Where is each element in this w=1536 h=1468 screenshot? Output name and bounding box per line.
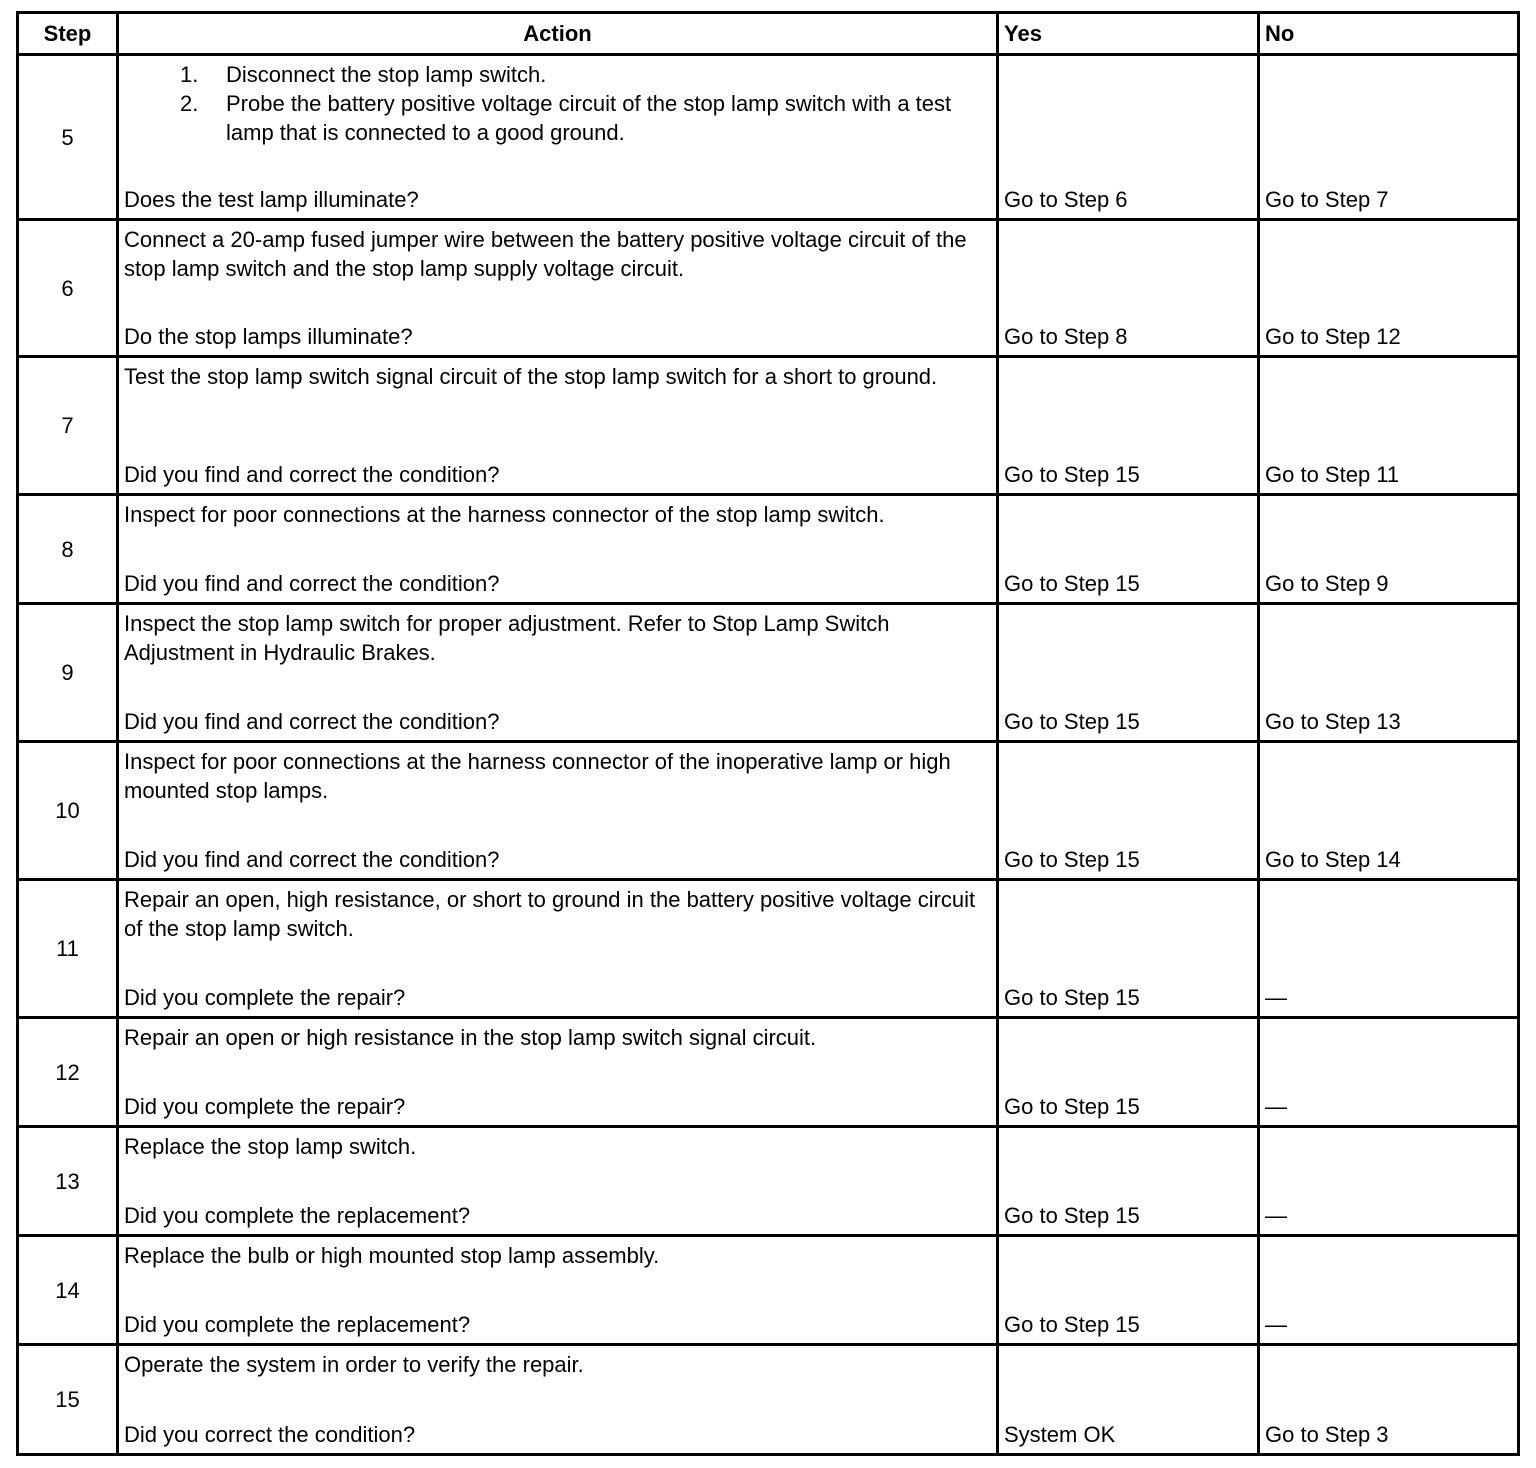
action-instructions <box>124 1132 991 1161</box>
instruction-text: Connect a 20-amp fused jumper wire between the battery positive voltage circuit of the stop lamp switch and the stop lamp supply voltage circuit. <box>124 227 967 281</box>
instruction-number: 1. <box>180 62 199 87</box>
step-number: 15 <box>18 1345 118 1455</box>
step-number: 9 <box>18 604 118 742</box>
table-row <box>18 880 1519 1018</box>
yes-result: Go to Step 15 <box>998 1018 1259 1127</box>
step-number: 10 <box>18 742 118 880</box>
action-question: Did you complete the replacement? <box>124 1312 471 1337</box>
yes-result: Go to Step 15 <box>998 495 1259 604</box>
action-instructions <box>124 60 991 147</box>
instruction-text: Probe the battery positive voltage circuit of the stop lamp switch with a test lamp that is connected to a good ground. <box>226 91 952 145</box>
no-result: Go to Step 11 <box>1259 357 1519 495</box>
action-cell <box>118 1127 998 1236</box>
table-row <box>18 1127 1519 1236</box>
yes-result: Go to Step 15 <box>998 880 1259 1018</box>
step-number: 14 <box>18 1236 118 1345</box>
yes-result: Go to Step 6 <box>998 55 1259 220</box>
table-row <box>18 1236 1519 1345</box>
yes-result: Go to Step 15 <box>998 604 1259 742</box>
table-row <box>18 604 1519 742</box>
no-result: — <box>1259 1018 1519 1127</box>
action-instructions <box>124 1023 991 1052</box>
action-cell <box>118 742 998 880</box>
action-question: Did you correct the condition? <box>124 1422 416 1447</box>
header-no: No <box>1259 13 1519 55</box>
action-instructions <box>124 885 991 943</box>
action-question: Did you complete the repair? <box>124 985 406 1010</box>
action-question: Did you find and correct the condition? <box>124 462 500 487</box>
table-row <box>18 220 1519 357</box>
instruction-text: Replace the bulb or high mounted stop lamp assembly. <box>124 1243 660 1268</box>
action-cell <box>118 495 998 604</box>
table-row <box>18 742 1519 880</box>
action-cell <box>118 880 998 1018</box>
instruction-text: Test the stop lamp switch signal circuit of the stop lamp switch for a short to ground. <box>124 364 938 389</box>
step-number: 12 <box>18 1018 118 1127</box>
action-question: Did you find and correct the condition? <box>124 847 500 872</box>
step-number: 8 <box>18 495 118 604</box>
instruction-text: Repair an open, high resistance, or short to ground in the battery positive voltage circuit of the stop lamp switch. <box>124 887 976 941</box>
no-result: — <box>1259 880 1519 1018</box>
instruction-text: Disconnect the stop lamp switch. <box>226 62 547 87</box>
table-body <box>18 55 1519 1455</box>
yes-result: Go to Step 15 <box>998 1127 1259 1236</box>
instruction-number: 2. <box>180 91 199 116</box>
action-instructions <box>124 225 991 283</box>
instruction-list-item <box>170 89 991 147</box>
action-instructions <box>124 1241 991 1270</box>
header-yes: Yes <box>998 13 1259 55</box>
action-question: Does the test lamp illuminate? <box>124 187 419 212</box>
yes-result: Go to Step 15 <box>998 1236 1259 1345</box>
action-instructions <box>124 1350 991 1379</box>
no-result: Go to Step 3 <box>1259 1345 1519 1455</box>
step-number: 13 <box>18 1127 118 1236</box>
action-cell <box>118 55 998 220</box>
step-number: 7 <box>18 357 118 495</box>
action-question: Did you find and correct the condition? <box>124 709 500 734</box>
step-number: 6 <box>18 220 118 357</box>
table-row <box>18 1018 1519 1127</box>
table-row <box>18 495 1519 604</box>
yes-result: Go to Step 8 <box>998 220 1259 357</box>
step-number: 11 <box>18 880 118 1018</box>
action-cell <box>118 357 998 495</box>
yes-result: System OK <box>998 1345 1259 1455</box>
table-row <box>18 1345 1519 1455</box>
action-cell <box>118 604 998 742</box>
action-instructions <box>124 609 991 667</box>
header-action: Action <box>118 13 998 55</box>
instruction-text: Inspect the stop lamp switch for proper adjustment. Refer to Stop Lamp Switch Adjustment in Hydraulic Brakes. <box>124 611 890 665</box>
instruction-list-item <box>170 60 991 89</box>
no-result: — <box>1259 1236 1519 1345</box>
no-result: Go to Step 12 <box>1259 220 1519 357</box>
action-question: Did you complete the replacement? <box>124 1203 471 1228</box>
step-number: 5 <box>18 55 118 220</box>
action-instructions <box>124 362 991 391</box>
no-result: Go to Step 7 <box>1259 55 1519 220</box>
instruction-text: Inspect for poor connections at the harness connector of the inoperative lamp or high mounted stop lamps. <box>124 749 951 803</box>
instruction-list <box>124 60 991 147</box>
table-header-row <box>18 13 1519 55</box>
action-question: Did you complete the repair? <box>124 1094 406 1119</box>
action-cell <box>118 220 998 357</box>
no-result: Go to Step 9 <box>1259 495 1519 604</box>
instruction-text: Operate the system in order to verify the repair. <box>124 1352 584 1377</box>
action-cell <box>118 1236 998 1345</box>
action-instructions <box>124 500 991 529</box>
instruction-text: Inspect for poor connections at the harness connector of the stop lamp switch. <box>124 502 885 527</box>
no-result: Go to Step 13 <box>1259 604 1519 742</box>
no-result: Go to Step 14 <box>1259 742 1519 880</box>
action-cell <box>118 1345 998 1455</box>
no-result: — <box>1259 1127 1519 1236</box>
action-cell <box>118 1018 998 1127</box>
instruction-text: Replace the stop lamp switch. <box>124 1134 417 1159</box>
yes-result: Go to Step 15 <box>998 357 1259 495</box>
diagnostic-table <box>16 11 1520 1456</box>
yes-result: Go to Step 15 <box>998 742 1259 880</box>
action-question: Did you find and correct the condition? <box>124 571 500 596</box>
header-step: Step <box>18 13 118 55</box>
table-row <box>18 357 1519 495</box>
instruction-text: Repair an open or high resistance in the stop lamp switch signal circuit. <box>124 1025 817 1050</box>
table-row <box>18 55 1519 220</box>
action-instructions <box>124 747 991 805</box>
action-question: Do the stop lamps illuminate? <box>124 324 413 349</box>
